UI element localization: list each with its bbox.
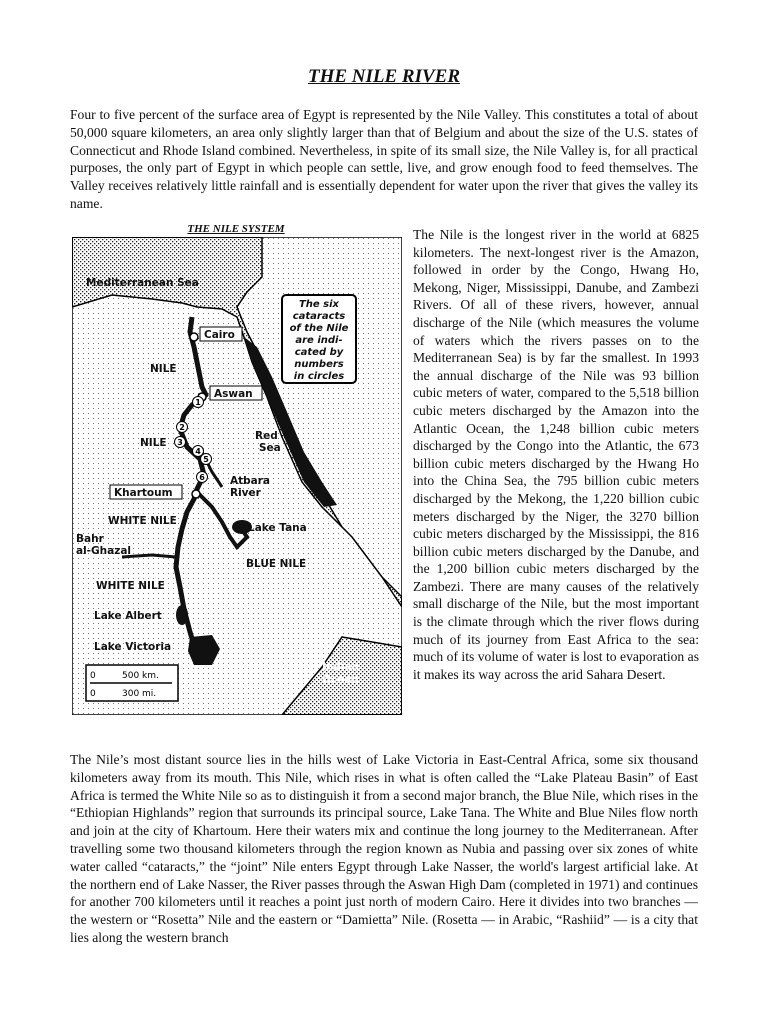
label-nile-1: NILE <box>150 363 177 375</box>
cataract-4-label: 4 <box>195 447 201 456</box>
cataract-5-label: 5 <box>203 455 209 464</box>
cairo-marker <box>190 333 198 341</box>
map-caption: THE NILE SYSTEM <box>187 223 285 235</box>
map-figure <box>72 237 402 715</box>
scale-zero-mi: 0 <box>90 689 96 699</box>
note-line-4: are indi- <box>295 335 343 346</box>
note-line-1: The six <box>298 299 340 310</box>
label-white-nile-2: WHITE NILE <box>96 580 165 592</box>
label-atbara-1: Atbara <box>230 475 271 487</box>
scale-km: 500 km. <box>122 671 159 681</box>
cataract-1-label: 1 <box>195 398 201 407</box>
label-indian-1: Indian <box>322 661 360 673</box>
label-indian-2: Ocean <box>322 674 359 686</box>
label-bahr-1: Bahr <box>76 533 104 545</box>
lake-albert <box>176 605 188 625</box>
cataract-2-label: 2 <box>179 423 185 432</box>
label-lake-albert: Lake Albert <box>94 610 162 622</box>
label-white-nile-1: WHITE NILE <box>108 515 177 527</box>
note-line-2: cataracts <box>292 311 346 322</box>
label-cairo: Cairo <box>204 329 235 341</box>
intro-paragraph: Four to five percent of the surface area of Egypt is represented by the Nile Valley. This constitutes a total of about 50,000 square kilometers, an area only slightly larger than that of Belgium and about the size of the U.S. states of Connecticut and Rhode Island combined. Nevertheless, in spite of its small size, the Nile Valley is, for all practical purposes, the only part of Egypt in which people can settle, live, and grow enough food to feed themselves. The Valley receives relatively little rainfall and is essentially dependent for water upon the river that gives the valley its name. <box>70 107 698 211</box>
note-line-6: numbers <box>294 359 344 370</box>
cataract-3-label: 3 <box>177 438 183 447</box>
label-bahr-2: al-Ghazal <box>76 545 132 557</box>
khartoum-marker <box>192 490 200 498</box>
label-blue-nile: BLUE NILE <box>246 558 307 570</box>
label-lake-tana: Lake Tana <box>248 522 307 534</box>
side-paragraph: The Nile is the longest river in the world at 6825 kilometers. The next-longest river is the Amazon, followed in order by the Congo, Hwang Ho, Mekong, Niger, Mississippi, Danube, and Zambezi Rivers. Of all of these rivers, however, annual discharge of the Nile (which measures the volume of waters which the rivers passes on to the Mediterranean Sea) is by far the smallest. In 1993 the annual discharge of the Nile was 93 billion cubic meters of water, compared to the 5,518 billion cubic meters discharged by the Amazon into the Atlantic Ocean, the 1,248 billion cubic meters discharged by the Congo into the Atlantic, the 673 billion cubic meters discharged by the Hwang Ho into the China Sea, the 795 billion cubic meters discharged by the Mekong, the 1,220 billion cubic meters discharged by the Niger, the 3270 billion cubic meters discharged by the Mississippi, the 816 billion cubic meters discharged by the Danube, and the 1,200 billion cubic meters discharged by the Zambezi. There are many causes of the relatively small discharge of the Nile, but the most important is the climate through which the river flows during much of its journey from East Africa to the sea: much of its volume of water is lost to evaporation as it makes its way across the arid Sahara Desert. <box>413 227 699 682</box>
note-line-3: of the Nile <box>289 323 349 334</box>
page-title: THE NILE RIVER <box>307 66 461 87</box>
scale-zero-km: 0 <box>90 671 96 681</box>
nile-system-map <box>72 237 402 715</box>
note-line-5: cated by <box>294 347 344 358</box>
label-khartoum: Khartoum <box>114 487 173 499</box>
label-atbara-2: River <box>230 487 261 499</box>
label-aswan: Aswan <box>214 388 253 400</box>
label-nile-2: NILE <box>140 437 167 449</box>
label-red-sea-1: Red <box>255 430 278 442</box>
scale-mi: 300 mi. <box>122 689 157 699</box>
label-lake-victoria: Lake Victoria <box>94 641 172 653</box>
cataract-6-label: 6 <box>199 473 205 482</box>
label-mediterranean: Mediterranean Sea <box>86 277 199 289</box>
label-red-sea-2: Sea <box>259 442 281 454</box>
body-paragraph: The Nile’s most distant source lies in the hills west of Lake Victoria in East-Central Africa, some six thousand kilometers away from its mouth. This Nile, which rises in what is often called the “Lake Plateau Basin” of East Africa is termed the White Nile so as to distinguish it from a second major branch, the Blue Nile, which rises in the “Ethiopian Highlands” region that surrounds its principal source, Lake Tana. The White and Blue Niles flow north and join at the city of Khartoum. Here their waters mix and continue the long journey to the Mediterranean. After travelling some two thousand kilometers through the region known as Nubia and passing over six zones of white water called “cataracts,” the “joint” Nile enters Egypt through Lake Nasser, the world's largest artificial lake. At the northern end of Lake Nasser, the River passes through the Aswan High Dam (completed in 1971) and continues for another 700 kilometers until it reaches a point just north of modern Cairo. Here it divides into two branches — the western or “Rosetta” Nile and the eastern or “Damietta” Nile. (Rosetta — in Arabic, “Rashiid” — is a city that lies along the western branch <box>70 752 699 945</box>
note-line-7: in circles <box>293 371 345 382</box>
